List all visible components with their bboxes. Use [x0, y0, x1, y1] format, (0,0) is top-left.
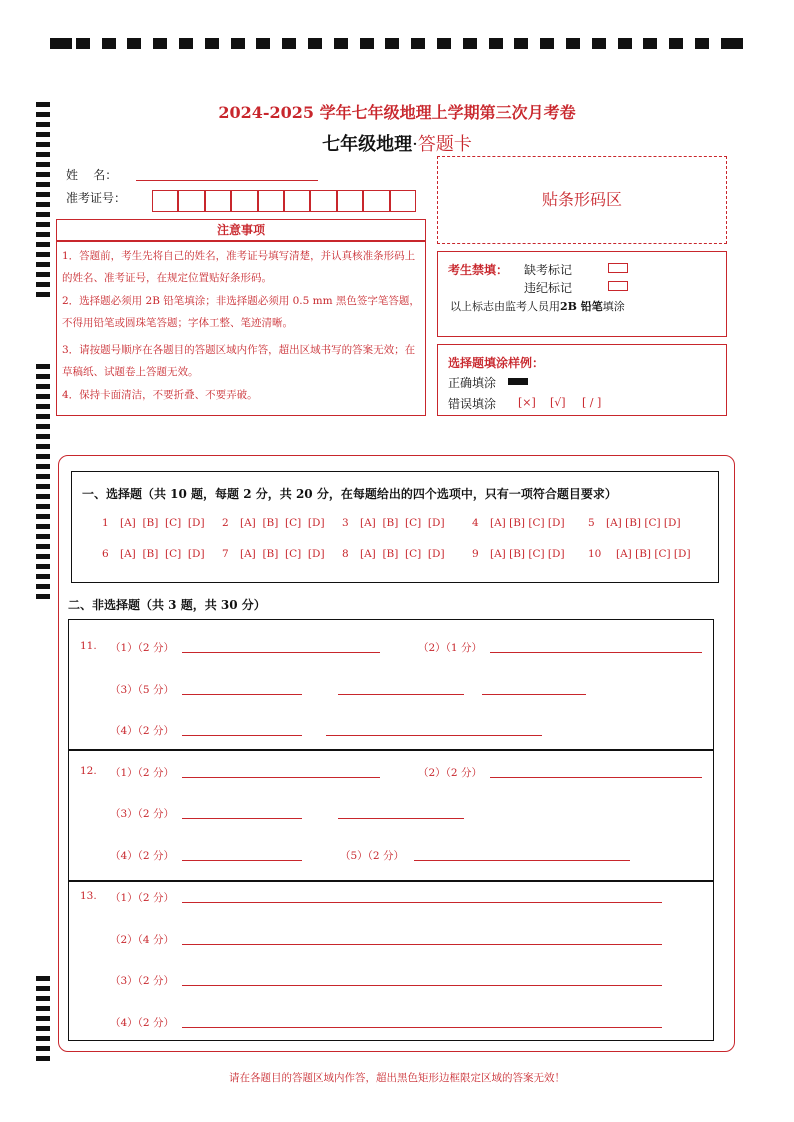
choice-options[interactable]: [A] [B] [C] [D]	[490, 517, 565, 529]
choice-question-number: 3	[342, 517, 349, 529]
q12-part2-answer[interactable]	[490, 777, 702, 778]
choice-options[interactable]: [A] [B] [C] [D]	[360, 517, 445, 529]
timing-mark	[36, 584, 50, 589]
timing-mark	[36, 464, 50, 469]
choice-options[interactable]: [A] [B] [C] [D]	[240, 517, 325, 529]
choice-question-number: 10	[588, 548, 602, 560]
choice-question-number: 1	[102, 517, 109, 529]
q11-part3-answer-2[interactable]	[338, 694, 464, 695]
q11-part3-answer-3[interactable]	[482, 694, 586, 695]
id-digit-box[interactable]	[178, 190, 204, 212]
timing-mark	[36, 594, 50, 599]
choice-question-number: 6	[102, 548, 109, 560]
timing-mark	[36, 252, 50, 257]
subtitle-main: 七年级地理	[322, 134, 413, 155]
choice-options[interactable]: [A] [B] [C] [D]	[120, 548, 205, 560]
prohibit-label: 考生禁填：	[448, 263, 509, 277]
q11-part4-answer-1[interactable]	[182, 735, 302, 736]
violation-label: 违纪标记	[524, 281, 573, 295]
q13-part3-label: （3）（2 分）	[110, 975, 174, 987]
timing-mark	[36, 976, 50, 981]
timing-mark	[36, 434, 50, 439]
timing-mark	[256, 38, 270, 49]
wrong-mark-1: [×]	[518, 396, 536, 409]
prohibit-note-prefix: 以上标志由监考人员用	[450, 300, 560, 313]
card-subtitle	[0, 130, 794, 156]
q13-part1-label: （1）（2 分）	[110, 892, 174, 904]
timing-mark	[695, 38, 709, 49]
top-timing-marks	[50, 38, 744, 50]
choice-options[interactable]: [A] [B] [C] [D]	[240, 548, 325, 560]
id-digit-box[interactable]	[390, 190, 416, 212]
choice-question-number: 4	[472, 517, 479, 529]
q11-part2-answer[interactable]	[490, 652, 702, 653]
q13-part2-label: （2）（4 分）	[110, 934, 174, 946]
timing-mark	[489, 38, 503, 49]
timing-mark	[669, 38, 683, 49]
choice-options[interactable]: [A] [B] [C] [D]	[360, 548, 445, 560]
subtitle-tail: 答题卡	[417, 134, 472, 155]
choice-question-number: 7	[222, 548, 229, 560]
choice-question-number: 2	[222, 517, 229, 529]
id-digit-box[interactable]	[363, 190, 389, 212]
barcode-area	[437, 156, 727, 244]
timing-mark	[618, 38, 632, 49]
notice-item-3: 3．请按题号顺序在各题目的答题区域内作答，超出区域书写的答案无效；在草稿纸、试题卷上答题无效。	[62, 344, 416, 378]
q11-part2-label: （2）（1 分）	[418, 642, 482, 654]
exam-title: 2024-2025 学年七年级地理上学期第三次月考卷	[218, 103, 576, 122]
choice-options[interactable]: [A] [B] [C] [D]	[606, 517, 681, 529]
footer-warning: 请在各题目的答题区域内作答，超出黑色矩形边框限定区域的答案无效！	[229, 1072, 565, 1084]
barcode-label: 贴条形码区	[541, 190, 622, 209]
timing-mark	[36, 242, 50, 247]
id-digit-box[interactable]	[258, 190, 284, 212]
section1-title: 一、选择题（共 10 题，每题 2 分，共 20 分，在每题给出的四个选项中，只有一项符合题目要求）	[82, 487, 617, 501]
timing-mark	[36, 554, 50, 559]
timing-mark	[127, 38, 141, 49]
id-digit-box[interactable]	[284, 190, 310, 212]
timing-mark	[36, 162, 50, 167]
prohibit-note-bold: 2B 铅笔	[560, 300, 603, 313]
timing-mark	[36, 172, 50, 177]
timing-mark	[308, 38, 322, 49]
timing-mark	[36, 504, 50, 509]
q12-part4-answer[interactable]	[182, 860, 302, 861]
timing-mark	[36, 564, 50, 569]
notice-title-box	[56, 219, 426, 241]
correct-label: 正确填涂	[448, 376, 497, 390]
choice-question-number: 5	[588, 517, 595, 529]
q11-part4-answer-2[interactable]	[326, 735, 542, 736]
timing-mark	[76, 38, 90, 49]
id-digit-box[interactable]	[152, 190, 178, 212]
timing-mark	[411, 38, 425, 49]
name-field[interactable]	[136, 180, 318, 181]
timing-mark	[334, 38, 348, 49]
timing-mark	[36, 524, 50, 529]
timing-mark	[102, 38, 116, 49]
choice-question-number: 9	[472, 548, 479, 560]
timing-mark	[36, 272, 50, 277]
id-digit-box[interactable]	[231, 190, 257, 212]
timing-mark	[36, 282, 50, 287]
q12-part1-answer[interactable]	[182, 777, 380, 778]
notice-item-4: 4．保持卡面清洁，不要折叠、不要弄破。	[62, 389, 258, 401]
choice-options[interactable]: [A] [B] [C] [D]	[616, 548, 691, 560]
timing-mark	[36, 424, 50, 429]
timing-mark	[36, 1036, 50, 1041]
q13-part4-answer[interactable]	[182, 1027, 662, 1028]
timing-mark	[385, 38, 399, 49]
prohibit-note	[450, 298, 625, 314]
notice-title: 注意事项	[216, 223, 265, 237]
q12-part5-label: （5）（2 分）	[340, 850, 404, 862]
q12-part4-label: （4）（2 分）	[110, 850, 174, 862]
q13-part3-answer[interactable]	[182, 985, 662, 986]
q12-part3-answer-2[interactable]	[338, 818, 464, 819]
q12-part5-answer[interactable]	[414, 860, 630, 861]
timing-mark	[643, 38, 657, 49]
wrong-label: 错误填涂	[448, 397, 497, 411]
timing-mark	[36, 1016, 50, 1021]
timing-mark	[36, 394, 50, 399]
timing-mark	[36, 534, 50, 539]
q11-part3-answer-1[interactable]	[182, 694, 302, 695]
timing-mark	[36, 404, 50, 409]
timing-mark	[36, 232, 50, 237]
side-timing-marks-middle	[36, 364, 50, 604]
correct-fill-mark	[508, 378, 528, 385]
q12-part3-label: （3）（2 分）	[110, 808, 174, 820]
violation-mark-box[interactable]	[608, 281, 628, 291]
q12-part2-label: （2）（2 分）	[418, 767, 482, 779]
timing-mark	[437, 38, 451, 49]
timing-mark	[540, 38, 554, 49]
timing-mark	[36, 494, 50, 499]
absent-mark-box[interactable]	[608, 263, 628, 273]
timing-mark	[282, 38, 296, 49]
sample-title: 选择题填涂样例：	[448, 356, 545, 370]
timing-mark	[231, 38, 245, 49]
q11-part4-label: （4）（2 分）	[110, 725, 174, 737]
prohibit-note-suffix: 填涂	[602, 300, 625, 313]
timing-mark	[36, 514, 50, 519]
timing-mark	[36, 182, 50, 187]
timing-mark	[514, 38, 528, 49]
timing-mark	[36, 222, 50, 227]
timing-mark	[566, 38, 580, 49]
q12-number: 12.	[80, 765, 97, 777]
notice-item-1: 1．答题前，考生先将自己的姓名，准考证号填写清楚，并认真核准条形码上的姓名、准考证号，在规定位置贴好条形码。	[62, 250, 416, 284]
timing-mark	[153, 38, 167, 49]
q13-number: 13.	[80, 890, 97, 902]
id-digit-box[interactable]	[337, 190, 363, 212]
subtitle-sep: ·	[412, 134, 418, 155]
id-label: 准考证号：	[66, 191, 127, 205]
timing-mark	[36, 1046, 50, 1051]
timing-mark	[36, 364, 50, 369]
timing-mark	[36, 454, 50, 459]
section2-title: 二、非选择题（共 3 题，共 30 分）	[68, 598, 266, 612]
wrong-mark-3: [ / ]	[582, 396, 602, 409]
q13-part4-label: （4）（2 分）	[110, 1017, 174, 1029]
timing-mark	[36, 384, 50, 389]
choice-question-number: 8	[342, 548, 349, 560]
q11-part3-label: （3）（5 分）	[110, 684, 174, 696]
q11-number: 11.	[80, 640, 97, 652]
q11-part1-label: （1）（2 分）	[110, 642, 174, 654]
timing-mark	[592, 38, 606, 49]
timing-mark	[36, 544, 50, 549]
timing-mark	[36, 192, 50, 197]
timing-mark	[36, 444, 50, 449]
q13-part2-answer[interactable]	[182, 944, 662, 945]
q13-part1-answer[interactable]	[182, 902, 662, 903]
id-digit-box[interactable]	[310, 190, 336, 212]
timing-mark	[36, 1026, 50, 1031]
fill-sample-box	[437, 344, 727, 416]
prohibit-box	[437, 251, 727, 337]
timing-mark	[36, 262, 50, 267]
timing-mark	[36, 202, 50, 207]
wrong-mark-2: [√]	[550, 396, 566, 409]
timing-mark	[36, 1056, 50, 1061]
timing-mark	[205, 38, 219, 49]
timing-mark	[36, 414, 50, 419]
timing-mark	[36, 374, 50, 379]
timing-mark	[721, 38, 743, 49]
choice-options[interactable]: [A] [B] [C] [D]	[490, 548, 565, 560]
id-digit-box[interactable]	[205, 190, 231, 212]
timing-mark	[36, 574, 50, 579]
notice-item-2: 2．选择题必须用 2B 铅笔填涂；非选择题必须用 0.5 mm 黑色签字笔答题，不得用铅笔或圆珠笔答题；字体工整、笔迹清晰。	[62, 295, 420, 329]
timing-mark	[36, 996, 50, 1001]
timing-mark	[36, 986, 50, 991]
timing-mark	[36, 292, 50, 297]
timing-mark	[36, 1006, 50, 1011]
absent-label: 缺考标记	[524, 263, 573, 277]
timing-mark	[179, 38, 193, 49]
timing-mark	[50, 38, 72, 49]
q12-part1-label: （1）（2 分）	[110, 767, 174, 779]
timing-mark	[36, 474, 50, 479]
timing-mark	[360, 38, 374, 49]
side-timing-marks-bottom	[36, 976, 50, 1066]
q12-part3-answer-1[interactable]	[182, 818, 302, 819]
choice-options[interactable]: [A] [B] [C] [D]	[120, 517, 205, 529]
q11-part1-answer[interactable]	[182, 652, 380, 653]
timing-mark	[36, 212, 50, 217]
timing-mark	[36, 484, 50, 489]
timing-mark	[463, 38, 477, 49]
name-label: 姓 名：	[66, 168, 118, 182]
